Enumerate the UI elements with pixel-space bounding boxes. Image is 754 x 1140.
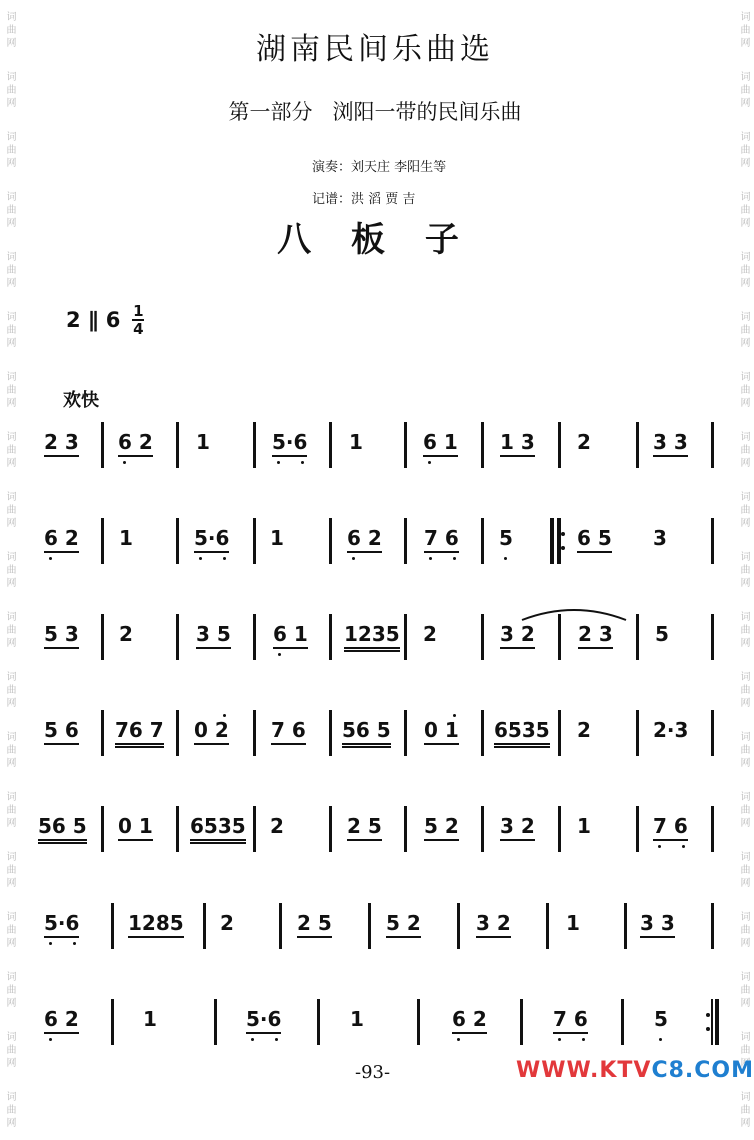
- site-text-part2: C8.COM: [651, 1058, 754, 1083]
- measure-notes: 0 1: [424, 718, 459, 745]
- watermark-text: 词曲网: [4, 370, 15, 410]
- measure-notes: 0 2: [194, 718, 229, 745]
- measure-notes: 2: [270, 814, 284, 838]
- watermark-text: 词曲网: [4, 130, 15, 170]
- watermark-text: 词曲网: [738, 850, 749, 890]
- measure-notes: 5: [499, 526, 513, 550]
- barline: [481, 806, 484, 852]
- watermark-text: 词曲网: [738, 970, 749, 1010]
- measure-notes: 6 1: [273, 622, 308, 649]
- measure-notes: 2 5: [297, 911, 332, 938]
- measure-notes: 1: [349, 430, 363, 454]
- measure-notes: 6 1: [423, 430, 458, 457]
- barline: [404, 806, 407, 852]
- measure-notes: 2: [220, 911, 234, 935]
- barline: [546, 903, 549, 949]
- measure-notes: 3: [653, 526, 667, 550]
- measure-notes: 3 2: [500, 814, 535, 841]
- measure-notes: 5·6: [272, 430, 307, 457]
- low-octave-dot: [659, 1038, 662, 1041]
- barline: [329, 806, 332, 852]
- watermark-text: 词曲网: [738, 190, 749, 230]
- low-octave-dot: [682, 845, 685, 848]
- meter-numerator: 1: [133, 302, 144, 320]
- watermark-text: 词曲网: [4, 10, 15, 50]
- barline: [329, 422, 332, 468]
- low-octave-dot: [301, 461, 304, 464]
- barline: [520, 999, 523, 1045]
- measure-notes: 5·6: [194, 526, 229, 553]
- low-octave-dot: [49, 557, 52, 560]
- tune-title: 八 板 子: [277, 220, 473, 260]
- measure-notes: 0 1: [118, 814, 153, 841]
- measure-notes: 7 6: [424, 526, 459, 553]
- watermark-text: 词曲网: [4, 970, 15, 1010]
- low-octave-dot: [582, 1038, 585, 1041]
- low-octave-dot: [428, 461, 431, 464]
- barline: [101, 422, 104, 468]
- measure-notes: 1285: [128, 911, 184, 938]
- measure-notes: 56 5: [342, 718, 391, 748]
- score-row: [0, 700, 750, 760]
- watermark-text: 词曲网: [738, 610, 749, 650]
- notation-credit: 记谱：洪 滔 贾 吉: [312, 192, 416, 207]
- barline: [176, 518, 179, 564]
- barline: [404, 614, 407, 660]
- barline: [101, 806, 104, 852]
- measure-notes: 2 3: [44, 430, 79, 457]
- measure-notes: 3 3: [653, 430, 688, 457]
- measure-notes: 2·3: [653, 718, 689, 742]
- measure-notes: 5 6: [44, 718, 79, 745]
- barline: [111, 903, 114, 949]
- meter-text: 2 ∥ 6: [66, 308, 121, 332]
- measure-notes: 7 6: [271, 718, 306, 745]
- site-text-part1: WWW.KTV: [516, 1058, 652, 1083]
- barline: [111, 999, 114, 1045]
- low-octave-dot: [251, 1038, 254, 1041]
- low-octave-dot: [429, 557, 432, 560]
- measure-notes: 3 5: [196, 622, 231, 649]
- measure-notes: 6 5: [577, 526, 612, 553]
- barline: [101, 710, 104, 756]
- watermark-text: 词曲网: [738, 730, 749, 770]
- watermark-text: 词曲网: [4, 490, 15, 530]
- measure-notes: 5 2: [386, 911, 421, 938]
- low-octave-dot: [223, 557, 226, 560]
- score-row: [0, 893, 750, 953]
- watermark-text: 词曲网: [4, 1090, 15, 1130]
- low-octave-dot: [73, 942, 76, 945]
- low-octave-dot: [199, 557, 202, 560]
- watermark-text: 词曲网: [738, 550, 749, 590]
- performers-credit: 演奏：刘天庄 李阳生等: [312, 160, 447, 175]
- barline: [101, 518, 104, 564]
- low-octave-dot: [278, 653, 281, 656]
- measure-notes: 2: [119, 622, 133, 646]
- barline: [176, 710, 179, 756]
- measure-notes: 6 2: [452, 1007, 487, 1034]
- collection-title: 湖南民间乐曲选: [256, 32, 494, 67]
- barline: [214, 999, 217, 1045]
- low-octave-dot: [504, 557, 507, 560]
- measure-notes: 7 6: [653, 814, 688, 841]
- measure-notes: 7 6: [553, 1007, 588, 1034]
- watermark-text: 词曲网: [4, 910, 15, 950]
- watermark-text: 词曲网: [4, 190, 15, 230]
- measure-notes: 6 2: [44, 526, 79, 553]
- watermark-text: 词曲网: [738, 130, 749, 170]
- measure-notes: 6 2: [118, 430, 153, 457]
- watermark-text: 词曲网: [4, 70, 15, 110]
- barline: [636, 614, 639, 660]
- barline: [253, 518, 256, 564]
- meter-fraction: [132, 303, 144, 337]
- measure-notes: 3 3: [640, 911, 675, 938]
- low-octave-dot: [123, 461, 126, 464]
- watermark-text: 词曲网: [4, 610, 15, 650]
- measure-notes: 1: [143, 1007, 157, 1031]
- high-octave-dot: [223, 714, 226, 717]
- watermark-text: 词曲网: [4, 250, 15, 290]
- score-row: [0, 989, 750, 1049]
- measure-notes: 1 3: [500, 430, 535, 457]
- measure-notes: 5·6: [44, 911, 79, 938]
- measure-notes: 76 7: [115, 718, 164, 748]
- score-row: [0, 796, 750, 856]
- measure-notes: 5: [654, 1007, 668, 1031]
- barline: [329, 710, 332, 756]
- barline: [711, 422, 714, 468]
- barline: [203, 903, 206, 949]
- measure-notes: 1: [196, 430, 210, 454]
- score-row: [0, 412, 750, 472]
- watermark-text: 词曲网: [738, 490, 749, 530]
- measure-notes: 5 3: [44, 622, 79, 649]
- watermark-text: 词曲网: [738, 1030, 749, 1070]
- watermark-text: 词曲网: [738, 10, 749, 50]
- barline: [481, 518, 484, 564]
- watermark-text: 词曲网: [4, 730, 15, 770]
- measure-notes: 2: [423, 622, 437, 646]
- barline: [253, 806, 256, 852]
- site-watermark-logo: [516, 1058, 754, 1083]
- tempo-marking: 欢快: [63, 390, 99, 411]
- barline: [176, 422, 179, 468]
- high-octave-dot: [453, 714, 456, 717]
- low-octave-dot: [658, 845, 661, 848]
- watermark-text: 词曲网: [4, 430, 15, 470]
- measure-notes: 6 2: [44, 1007, 79, 1034]
- watermark-text: 词曲网: [4, 550, 15, 590]
- meter-denominator: 4: [133, 320, 144, 338]
- barline: [279, 903, 282, 949]
- watermark-text: 词曲网: [4, 850, 15, 890]
- barline: [624, 903, 627, 949]
- barline: [558, 806, 561, 852]
- barline: [711, 614, 714, 660]
- watermark-text: 词曲网: [4, 1030, 15, 1070]
- low-octave-dot: [275, 1038, 278, 1041]
- barline: [329, 518, 332, 564]
- barline: [417, 999, 420, 1045]
- barline: [481, 614, 484, 660]
- barline: [253, 710, 256, 756]
- measure-notes: 1: [350, 1007, 364, 1031]
- barline: [329, 614, 332, 660]
- barline: [558, 710, 561, 756]
- barline: [368, 903, 371, 949]
- measure-notes: 5 2: [424, 814, 459, 841]
- watermark-text: 词曲网: [738, 310, 749, 350]
- barline: [711, 710, 714, 756]
- measure-notes: 2 3: [578, 622, 613, 649]
- measure-notes: 2: [577, 718, 591, 742]
- barline: [558, 422, 561, 468]
- low-octave-dot: [453, 557, 456, 560]
- barline: [253, 614, 256, 660]
- watermark-text: 词曲网: [738, 70, 749, 110]
- measure-notes: 6535: [190, 814, 246, 844]
- barline: [711, 518, 714, 564]
- watermark-text: 词曲网: [738, 250, 749, 290]
- repeat-end-sign: [706, 999, 720, 1045]
- watermark-text: 词曲网: [4, 310, 15, 350]
- measure-notes: 2 5: [347, 814, 382, 841]
- barline: [176, 614, 179, 660]
- measure-notes: 1235: [344, 622, 400, 652]
- barline: [101, 614, 104, 660]
- watermark-text: 词曲网: [4, 790, 15, 830]
- barline: [636, 422, 639, 468]
- measure-notes: 6535: [494, 718, 550, 748]
- low-octave-dot: [558, 1038, 561, 1041]
- measure-notes: 5·6: [246, 1007, 281, 1034]
- barline: [711, 806, 714, 852]
- measure-notes: 5: [655, 622, 669, 646]
- watermark-text: 词曲网: [4, 670, 15, 710]
- barline: [481, 422, 484, 468]
- section-subtitle: 第一部分 浏阳一带的民间乐曲: [228, 100, 522, 124]
- barline: [404, 518, 407, 564]
- watermark-text: 词曲网: [738, 1090, 749, 1130]
- measure-notes: 1: [577, 814, 591, 838]
- barline: [711, 903, 714, 949]
- low-octave-dot: [352, 557, 355, 560]
- measure-notes: 56 5: [38, 814, 87, 844]
- time-signature: [66, 300, 144, 340]
- score-row: [0, 604, 750, 664]
- barline: [636, 710, 639, 756]
- measure-notes: 3 2: [500, 622, 535, 649]
- low-octave-dot: [277, 461, 280, 464]
- barline: [636, 806, 639, 852]
- barline: [404, 422, 407, 468]
- page-number: -93-: [355, 1062, 391, 1083]
- watermark-text: 词曲网: [738, 370, 749, 410]
- watermark-text: 词曲网: [738, 790, 749, 830]
- measure-notes: 6 2: [347, 526, 382, 553]
- measure-notes: 3 2: [476, 911, 511, 938]
- measure-notes: 1: [119, 526, 133, 550]
- barline: [457, 903, 460, 949]
- repeat-start-sign: [550, 518, 564, 564]
- measure-notes: 1: [566, 911, 580, 935]
- low-octave-dot: [49, 1038, 52, 1041]
- barline: [404, 710, 407, 756]
- watermark-text: 词曲网: [738, 670, 749, 710]
- watermark-text: 词曲网: [738, 910, 749, 950]
- measure-notes: 2: [577, 430, 591, 454]
- slur-tie: [520, 604, 628, 622]
- barline: [481, 710, 484, 756]
- barline: [621, 999, 624, 1045]
- watermark-text: 词曲网: [738, 430, 749, 470]
- barline: [176, 806, 179, 852]
- low-octave-dot: [49, 942, 52, 945]
- measure-notes: 1: [270, 526, 284, 550]
- score-row: [0, 508, 750, 568]
- barline: [253, 422, 256, 468]
- low-octave-dot: [457, 1038, 460, 1041]
- barline: [317, 999, 320, 1045]
